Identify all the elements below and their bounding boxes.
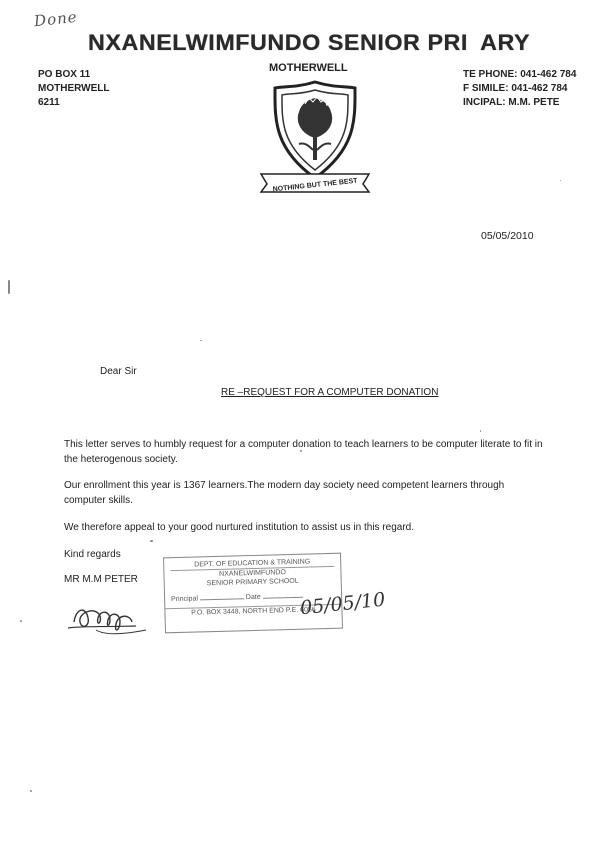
paragraph-enrollment: Our enrollment this year is 1367 learners.The modern day society need competent learners through computer skills. [64,480,505,506]
closing: Kind regards [64,549,121,560]
stamp-line: P.O. BOX 3448, NORTH END P.E. 6056 [165,604,341,619]
stamp-principal-label: Principal [171,595,199,604]
salutation: Dear Sir [100,366,137,377]
stamp-line: SENIOR PRIMARY SCHOOL [206,577,299,588]
address-line: MOTHERWELL [38,83,110,94]
school-crest-icon [255,78,375,196]
stamp-line: DEPT. OF EDUCATION & TRAINING [170,557,334,571]
signatory-name: MR M.M PETER [64,574,138,585]
done-annotation: Done [33,7,79,31]
postal-address [38,68,109,110]
paragraph-appeal: We therefore appeal to your good nurtured institution to assist us in this regard. [64,522,415,533]
crest-motto: NOTHING BUT THE BEST [272,177,358,194]
principal-line: INCIPAL: M.M. PETE [463,97,560,108]
handwritten-date: 05/05/10 [299,588,387,620]
letter-subject: RE –REQUEST FOR A COMPUTER DONATION [221,387,439,398]
signature-icon [66,600,156,640]
school-stamp [163,553,343,634]
address-line: 6211 [38,97,60,108]
contact-details [463,68,576,110]
paragraph-request: This letter serves to humbly request for a computer donation to teach learners to be computer literate to fit in the heterogenous society. [64,439,543,465]
school-name-heading: NXANELWIMFUNDO SENIOR PRI ARY [88,30,531,55]
fax-line: F SIMILE: 041-462 784 [463,83,568,94]
letter-date: 05/05/2010 [481,230,534,242]
phone-line: TE PHONE: 041-462 784 [463,69,577,80]
stamp-date-label: Date [245,593,261,602]
town-label: MOTHERWELL [269,62,348,74]
stamp-line: NXANELWIMFUNDO [219,569,286,578]
address-line: PO BOX 11 [38,69,91,80]
